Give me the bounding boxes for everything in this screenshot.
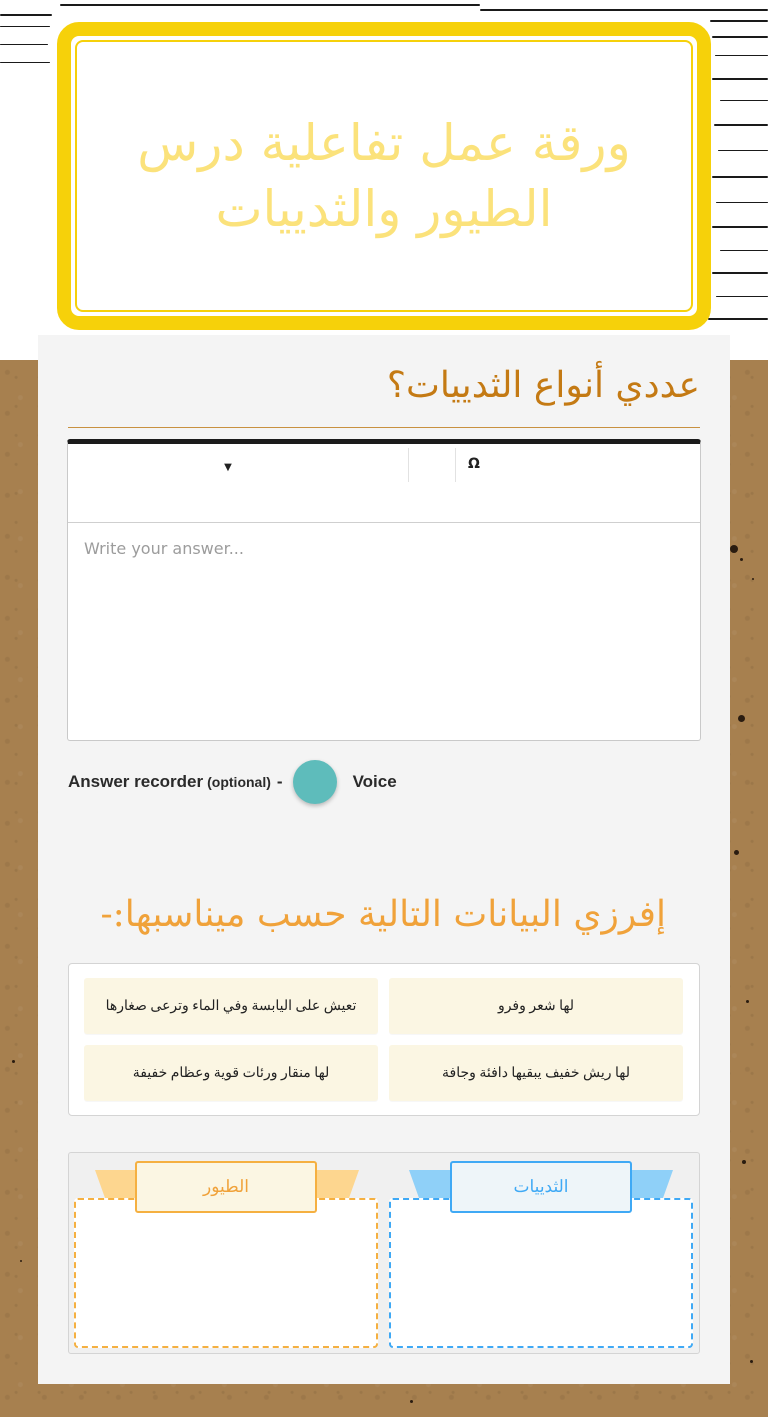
recorder-optional-label: (optional) — [207, 774, 271, 790]
draggable-item[interactable] — [389, 1045, 683, 1101]
item-text: تعيش على اليابسة وفي الماء وترعى صغارها — [105, 998, 357, 1014]
question1-title: عددي أنواع الثدييات؟ — [68, 361, 700, 428]
item-text: لها ريش خفيف يبقيها دافئة وجافة — [442, 1065, 631, 1081]
item-text: لها منقار ورئات قوية وعظام خفيفة — [132, 1065, 330, 1081]
birds-category-label: الطيور — [135, 1161, 317, 1213]
category-area — [68, 1152, 700, 1354]
mammals-category-label: الثدييات — [450, 1161, 632, 1213]
worksheet-title-card — [57, 22, 711, 330]
toolbar-separator — [408, 448, 409, 482]
title-inner-border — [75, 40, 693, 312]
voice-label: Voice — [352, 772, 397, 791]
draggable-item[interactable] — [389, 978, 683, 1034]
recorder-dash: - — [276, 772, 283, 791]
question2-title: إفرزي البيانات التالية حسب ميناسبها:- — [100, 894, 666, 935]
draggable-item[interactable] — [84, 978, 378, 1034]
worksheet-title: ورقة عمل تفاعلية درس الطيور والثدييات — [137, 114, 631, 238]
answer-editor — [67, 439, 701, 741]
mammals-drop-zone[interactable] — [389, 1198, 693, 1348]
birds-drop-zone[interactable] — [74, 1198, 378, 1348]
recorder-label: Answer recorder — [68, 772, 204, 791]
record-voice-button[interactable] — [293, 760, 337, 804]
answer-recorder — [68, 759, 397, 805]
editor-toolbar — [68, 444, 700, 523]
worksheet-panel — [38, 335, 730, 1384]
sortable-items-box — [68, 963, 700, 1116]
caret-down-icon[interactable]: ▼ — [224, 462, 232, 473]
toolbar-separator — [455, 448, 456, 482]
draggable-item[interactable] — [84, 1045, 378, 1101]
special-character-button[interactable]: Ω — [468, 456, 480, 472]
item-text: لها شعر وفرو — [497, 998, 575, 1014]
answer-input[interactable] — [68, 523, 700, 740]
